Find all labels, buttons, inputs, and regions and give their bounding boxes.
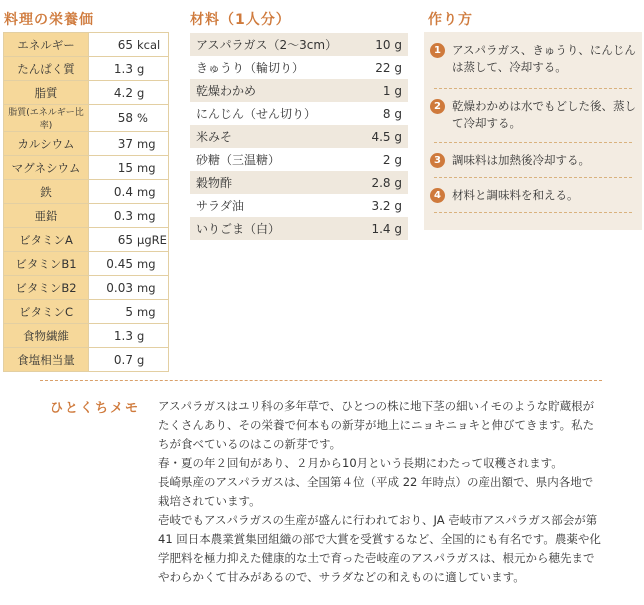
- nutrition-row: [4, 276, 169, 300]
- nutrition-value: 0.7: [89, 348, 138, 372]
- nutrition-value: 0.45: [89, 252, 138, 276]
- nutrition-unit: g: [137, 81, 169, 105]
- nutrition-unit: μgRE: [137, 228, 169, 252]
- nutrition-unit: kcal: [137, 33, 169, 57]
- ingredient-name: アスパラガス（2～3cm）: [190, 33, 361, 56]
- memo-body: [158, 397, 604, 587]
- nutrition-value: 4.2: [89, 81, 138, 105]
- ingredients-heading: 材料（1人分）: [190, 12, 291, 28]
- step-item: [430, 187, 636, 204]
- ingredient-row: [190, 33, 408, 56]
- ingredient-name: サラダ油: [196, 199, 244, 213]
- nutrition-unit: g: [137, 348, 169, 372]
- nutrition-row: [4, 324, 169, 348]
- ingredient-name: にんじん（せん切り）: [196, 107, 317, 121]
- step-text: アスパラガス、きゅうり、にんじんは蒸して、冷却する。: [452, 43, 636, 74]
- nutrition-row: [4, 348, 169, 372]
- ingredient-amount: 3.2 g: [371, 198, 402, 213]
- nutrition-row: [4, 132, 169, 156]
- ingredients-table: [190, 33, 408, 240]
- nutrition-value: 1.3: [89, 57, 138, 81]
- ingredient-amount: 8 g: [382, 106, 402, 121]
- step-text: 材料と調味料を和える。: [452, 188, 579, 202]
- ingredient-amount: 2 g: [382, 152, 402, 167]
- ingredient-row: [190, 79, 408, 102]
- ingredient-name: 乾燥わかめ: [190, 79, 361, 102]
- step-number-badge: 2: [430, 99, 445, 114]
- nutrition-row: [4, 33, 169, 57]
- ingredient-amount: 2.8 g: [361, 171, 408, 194]
- nutrition-row: [4, 180, 169, 204]
- ingredient-amount: 10 g: [361, 33, 408, 56]
- nutrition-table: [3, 32, 169, 372]
- steps-heading: 作り方: [428, 12, 473, 28]
- nutrition-label: マグネシウム: [4, 156, 89, 180]
- nutrition-value: 37: [89, 132, 138, 156]
- nutrition-value: 0.4: [89, 180, 138, 204]
- nutrition-label: ビタミンB2: [4, 276, 89, 300]
- ingredient-amount: 4.5 g: [361, 125, 408, 148]
- nutrition-unit: g: [137, 324, 169, 348]
- nutrition-label: ビタミンC: [4, 300, 89, 324]
- nutrition-value: 65: [89, 228, 138, 252]
- nutrition-unit: mg: [137, 180, 169, 204]
- nutrition-row: [4, 252, 169, 276]
- memo-paragraph: 春・夏の年２回旬があり、２月から10月という長期にわたって収穫されます。: [158, 456, 563, 470]
- nutrition-row: [4, 300, 169, 324]
- nutrition-value: 0.03: [89, 276, 138, 300]
- ingredient-row: [190, 125, 408, 148]
- step-item: [430, 42, 636, 76]
- step-number-badge: 1: [430, 43, 445, 58]
- nutrition-value: 0.3: [89, 204, 138, 228]
- ingredient-name: 米みそ: [190, 125, 361, 148]
- nutrition-row: [4, 57, 169, 81]
- steps-panel: [424, 32, 642, 230]
- nutrition-label: ビタミンA: [4, 228, 89, 252]
- ingredient-amount: 22 g: [375, 60, 402, 75]
- nutrition-unit: %: [137, 105, 169, 132]
- step-number-badge: 3: [430, 153, 445, 168]
- step-item: [430, 98, 636, 132]
- nutrition-row: [4, 156, 169, 180]
- nutrition-heading: 料理の栄養価: [4, 12, 94, 28]
- ingredient-name: 砂糖（三温糖）: [196, 153, 281, 167]
- nutrition-label: 食塩相当量: [4, 348, 89, 372]
- nutrition-label: たんぱく質: [4, 57, 89, 81]
- ingredient-row: [190, 148, 408, 171]
- ingredient-amount: 1 g: [361, 79, 408, 102]
- nutrition-unit: mg: [137, 204, 169, 228]
- step-item: [430, 152, 636, 169]
- memo-paragraph: アスパラガスはユリ科の多年草で、ひとつの株に地下茎の細いイモのような貯蔵根がたくさんあり、その栄養で何本もの新芽が地上にニョキニョキと伸びてきます。私たちが食べているのはこの新芽です。: [158, 399, 595, 451]
- step-text: 乾燥わかめは水でもどした後、蒸して冷却する。: [452, 99, 636, 130]
- nutrition-label: 鉄: [4, 180, 89, 204]
- memo-heading: ひとくちメモ: [50, 401, 141, 416]
- ingredient-row: [190, 102, 408, 125]
- ingredient-amount: 1.4 g: [361, 217, 408, 240]
- step-divider: [434, 142, 632, 143]
- step-divider: [434, 212, 632, 213]
- nutrition-unit: mg: [137, 132, 169, 156]
- nutrition-value: 15: [89, 156, 138, 180]
- nutrition-label: エネルギー: [4, 33, 89, 57]
- step-divider: [434, 177, 632, 178]
- nutrition-label: 食物繊維: [4, 324, 89, 348]
- nutrition-value: 5: [89, 300, 138, 324]
- nutrition-row: [4, 204, 169, 228]
- nutrition-row: [4, 228, 169, 252]
- nutrition-value: 58: [89, 105, 138, 132]
- nutrition-row: [4, 81, 169, 105]
- ingredient-name: いりごま（白）: [190, 217, 361, 240]
- nutrition-unit: mg: [137, 300, 169, 324]
- nutrition-label: カルシウム: [4, 132, 89, 156]
- memo-paragraph: 長崎県産のアスパラガスは、全国第４位（平成 22 年時点）の産出額で、県内各地で栽培されています。: [158, 475, 594, 508]
- memo-divider: [40, 380, 602, 381]
- step-number-badge: 4: [430, 188, 445, 203]
- ingredient-row: [190, 194, 408, 217]
- nutrition-unit: mg: [137, 276, 169, 300]
- nutrition-unit: mg: [137, 252, 169, 276]
- nutrition-label: 亜鉛: [4, 204, 89, 228]
- ingredient-name: きゅうり（輪切り）: [196, 61, 305, 75]
- step-text: 調味料は加熱後冷却する。: [452, 153, 590, 167]
- nutrition-value: 65: [89, 33, 138, 57]
- nutrition-unit: mg: [137, 156, 169, 180]
- ingredient-row: [190, 171, 408, 194]
- ingredient-row: [190, 217, 408, 240]
- step-divider: [434, 88, 632, 89]
- memo-paragraph: 壱岐でもアスパラガスの生産が盛んに行われており、JA 壱岐市アスパラガス部会が第 41 回日本農業賞集団組織の部で大賞を受賞するなど、全国的にも有名です。農薬や化学肥料を極力抑えた健康的な土で育った壱岐産のアスパラガスは、根元から穂先までやわらかくて甘みがあるので、サラダなどの和えものに適しています。: [158, 513, 601, 584]
- ingredient-name: 穀物酢: [190, 171, 361, 194]
- nutrition-label: 脂質(エネルギー比率): [4, 105, 89, 132]
- ingredient-row: [190, 56, 408, 79]
- nutrition-label: 脂質: [4, 81, 89, 105]
- nutrition-label: ビタミンB1: [4, 252, 89, 276]
- nutrition-unit: g: [137, 57, 169, 81]
- nutrition-value: 1.3: [89, 324, 138, 348]
- nutrition-row: [4, 105, 169, 132]
